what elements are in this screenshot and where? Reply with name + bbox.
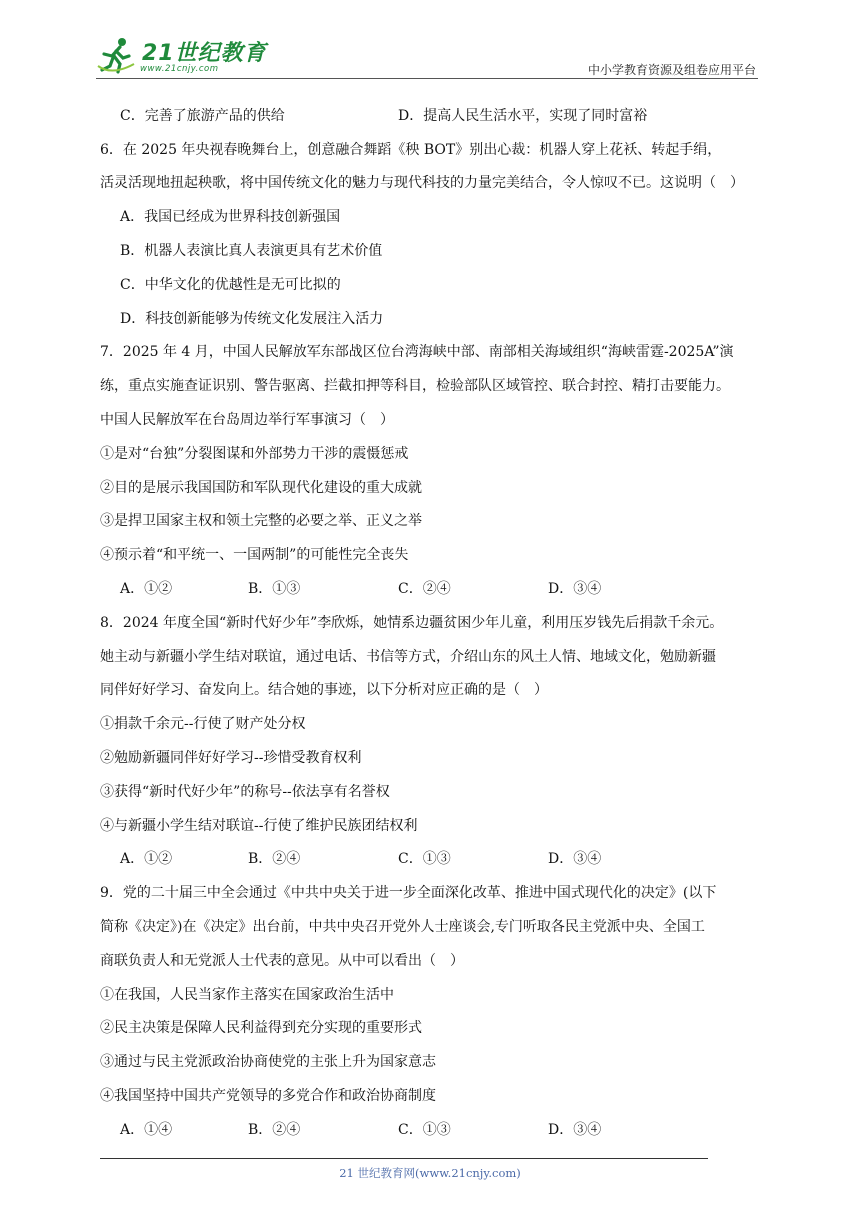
q8-statement-3: ③获得“新时代好少年”的称号--依法享有名誉权 [100,784,390,800]
q6-option-b: B．机器人表演比真人表演更具有艺术价值 [120,243,383,259]
q9-option-a: A．①④ [120,1122,173,1138]
q8-option-c: C．①③ [398,851,451,867]
q9-stem-line-2: 简称《决定》)在《决定》出台前，中共中央召开党外人士座谈会,专门听取各民主党派中央、全国工 [100,919,705,935]
q8-statement-2: ②勉励新疆同伴好好学习--珍惜受教育权利 [100,750,362,766]
q7-option-b: B．①③ [248,581,301,597]
q8-option-a: A．①② [120,851,173,867]
q9-option-b: B．②④ [248,1122,301,1138]
q6-option-c: C．中华文化的优越性是无可比拟的 [120,277,341,293]
q6-stem-line-2: 活灵活现地扭起秧歌，将中国传统文化的魅力与现代科技的力量完美结合，令人惊叹不已。这说明（ ） [100,175,744,191]
q9-stem-line-3: 商联负责人和无党派人士代表的意见。从中可以看出（ ） [100,953,464,969]
q6-option-a: A．我国已经成为世界科技创新强国 [120,209,341,225]
q8-stem-line-1: 8．2024 年度全国“新时代好少年”李欣烁，她情系边疆贫困少年儿童，利用压岁钱先后捐款千余元。 [100,615,724,631]
platform-title: 中小学教育资源及组卷应用平台 [587,63,756,77]
q8-stem-line-3: 同伴好好学习、奋发向上。结合她的事迹，以下分析对应正确的是（ ） [100,682,548,698]
q5-option-c: C．完善了旅游产品的供给 [120,108,285,124]
page-header [96,34,756,78]
logo-url: www.21cnjy.com [140,64,219,74]
q7-option-c: C．②④ [398,581,451,597]
q7-option-d: D．③④ [548,581,602,597]
q9-stem-line-1: 9．党的二十届三中全会通过《中共中央关于进一步全面深化改革、推进中国式现代化的决定》(以下 [100,885,717,901]
q7-statement-2: ②目的是展示我国国防和军队现代化建设的重大成就 [100,480,422,496]
q8-statement-4: ④与新疆小学生结对联谊--行使了维护民族团结权利 [100,818,418,834]
q7-stem-line-1: 7．2025 年 4 月，中国人民解放军东部战区位台湾海峡中部、南部相关海域组织“海峡雷霆-2025A”演 [100,344,734,360]
q9-option-d: D．③④ [548,1122,602,1138]
q9-statement-3: ③通过与民主党派政治协商使党的主张上升为国家意志 [100,1054,436,1070]
q7-option-a: A．①② [120,581,173,597]
q7-statement-3: ③是捍卫国家主权和领土完整的必要之举、正义之举 [100,513,422,529]
q6-stem-line-1: 6．在 2025 年央视春晚舞台上，创意融合舞蹈《秧 BOT》别出心裁：机器人穿上花袄、转起手绢， [100,142,722,158]
q8-option-b: B．②④ [248,851,301,867]
q7-stem-line-3: 中国人民解放军在台岛周边举行军事演习（ ） [100,412,394,428]
q7-statement-1: ①是对“台独”分裂图谋和外部势力干涉的震慑惩戒 [100,446,409,462]
header-divider [96,78,758,79]
logo [96,34,296,78]
q7-statement-4: ④预示着“和平统一、一国两制”的可能性完全丧失 [100,547,409,563]
footer-text: 21 世纪教育网(www.21cnjy.com) [339,1166,521,1180]
q8-option-d: D．③④ [548,851,602,867]
q9-statement-1: ①在我国，人民当家作主落实在国家政治生活中 [100,987,394,1003]
q5-option-d: D．提高人民生活水平，实现了同时富裕 [398,108,648,124]
footer-divider [100,1158,708,1159]
q9-statement-4: ④我国坚持中国共产党领导的多党合作和政治协商制度 [100,1088,436,1104]
q8-statement-1: ①捐款千余元--行使了财产处分权 [100,716,306,732]
q7-stem-line-2: 练，重点实施查证识别、警告驱离、拦截扣押等科目，检验部队区域管控、联合封控、精打击要能力。 [100,378,730,394]
q9-statement-2: ②民主决策是保障人民利益得到充分实现的重要形式 [100,1020,422,1036]
q9-option-c: C．①③ [398,1122,451,1138]
q6-option-d: D．科技创新能够为传统文化发展注入活力 [120,311,384,327]
runner-logo-icon [96,36,136,74]
logo-text: 21世纪教育 [142,41,267,66]
q8-stem-line-2: 她主动与新疆小学生结对联谊，通过电话、书信等方式，介绍山东的风土人情、地域文化，勉励新疆 [100,649,716,665]
